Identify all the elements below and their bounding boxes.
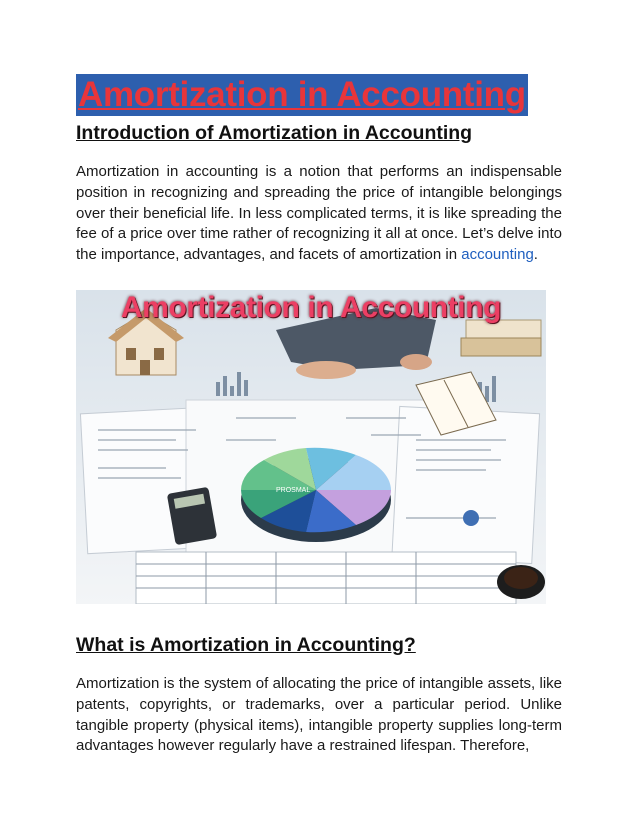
hero-image: [76, 290, 546, 604]
section-heading: What is Amortization in Accounting?: [76, 633, 416, 656]
intro-end: .: [533, 246, 538, 264]
document-title: Amortization in Accounting: [78, 75, 526, 114]
calculator-icon: [167, 487, 217, 546]
hero-illustration: [76, 290, 546, 604]
accounting-link[interactable]: accounting: [461, 246, 534, 264]
hero-image-title: Amortization in Accounting: [120, 290, 502, 324]
section-paragraph: Amortization is the system of allocating the price of intangible assets, like patents, copyrights, or trademarks, over a particular period. Unlike tangible property (physical items), intangible property supplies long-term advantages however regularly have a restrained lifespan. Therefore,: [76, 674, 562, 755]
coffee-cup-icon: [497, 565, 545, 599]
document-page: [76, 74, 562, 757]
section-what-is: [76, 632, 562, 757]
intro-heading: Introduction of Amortization in Accounting: [76, 122, 473, 144]
intro-paragraph: [76, 162, 562, 266]
intro-text: Amortization in accounting is a notion that performs an indispensable position in recognizing and spreading the price of intangible belongings over their beneficial life. In less complicated terms, it is like spreading the fee of a price over time rather of recognizing it all at once. Let’s delve into the importance, advantages, and facets of amortization in: [76, 163, 562, 264]
pie-chart-graphic: [241, 448, 391, 542]
pie-chart-label: PROSMAL: [276, 486, 311, 494]
